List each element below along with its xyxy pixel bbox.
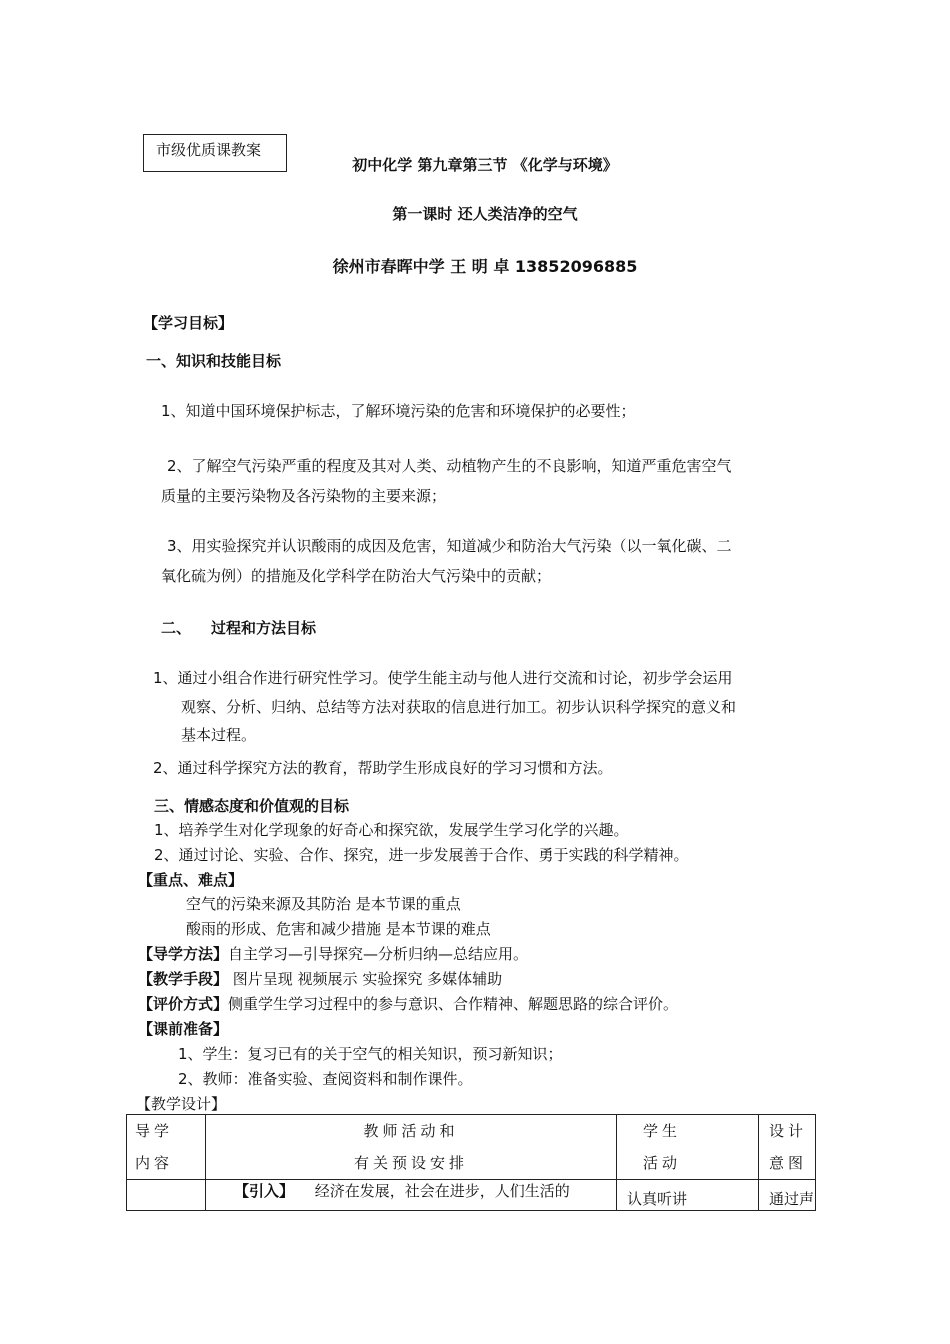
key-points-label: 【重点、难点】: [138, 871, 244, 889]
header-student-activity: 学生 活动: [617, 1115, 759, 1180]
page-title: 初中化学 第九章第三节 《化学与环境》: [352, 156, 618, 174]
knowledge-item-1: 1、知道中国环境保护标志，了解环境污染的危害和环境保护的必要性；: [161, 402, 636, 420]
row-design-intent: 通过声: [759, 1180, 816, 1211]
process-item-1-line3: 基本过程。: [181, 726, 257, 744]
attitude-item-1: 1、培养学生对化学现象的好奇心和探究欲，发展学生学习化学的兴趣。: [154, 821, 629, 839]
intro-label: 【引入】: [234, 1182, 295, 1200]
knowledge-item-2-line1: 2、了解空气污染严重的程度及其对人类、动植物产生的不良影响，知道严重危害空气: [167, 457, 732, 475]
row-teacher-activity: [206, 1180, 617, 1211]
evaluation-line: [138, 993, 678, 1014]
intro-text: 经济在发展，社会在进步，人们生活的: [314, 1182, 570, 1200]
preparation-label: 【课前准备】: [138, 1020, 229, 1038]
preparation-teacher: 2、教师：准备实验、查阅资料和制作课件。: [178, 1070, 473, 1088]
header-design-intent: 设计 意图: [759, 1115, 816, 1180]
means-label: 【教学手段】: [138, 970, 229, 988]
process-heading-number: 二、: [161, 619, 192, 637]
attitude-heading: 三、情感态度和价值观的目标: [154, 797, 350, 815]
process-item-1-line2: 观察、分析、归纳、总结等方法对获取的信息进行加工。初步认识科学探究的意义和: [181, 698, 737, 716]
evaluation-label: 【评价方式】: [138, 995, 229, 1013]
objectives-heading: 【学习目标】: [143, 314, 234, 332]
knowledge-item-2-line2: 质量的主要污染物及各污染物的主要来源；: [161, 487, 447, 505]
process-item-1-line1: 1、通过小组合作进行研究性学习。使学生能主动与他人进行交流和讨论，初步学会运用: [153, 669, 733, 687]
author-line: 徐州市春晖中学 王 明 卓 13852096885: [332, 257, 638, 276]
key-point-line: 空气的污染来源及其防治 是本节课的重点: [186, 895, 461, 913]
difficult-point-line: 酸雨的形成、危害和减少措施 是本节课的难点: [186, 920, 491, 938]
row-guide-content: [127, 1180, 206, 1211]
teaching-design-table: [126, 1114, 816, 1211]
means-text: 图片呈现 视频展示 实验探究 多媒体辅助: [228, 970, 503, 988]
process-item-2: 2、通过科学探究方法的教育，帮助学生形成良好的学习习惯和方法。: [153, 759, 613, 777]
method-line: [138, 943, 528, 964]
evaluation-text: 侧重学生学习过程中的参与意识、合作精神、解题思路的综合评价。: [228, 995, 679, 1013]
header-teacher-activity: 教师活动和 有关预设安排: [206, 1115, 617, 1180]
attitude-item-2: 2、通过讨论、实验、合作、探究，进一步发展善于合作、勇于实践的科学精神。: [154, 846, 689, 864]
badge-text: 市级优质课教案: [156, 141, 262, 159]
method-text: 自主学习—引导探究—分析归纳—总结应用。: [228, 945, 529, 963]
preparation-student: 1、学生：复习已有的关于空气的相关知识，预习新知识；: [178, 1045, 563, 1063]
page-subtitle: 第一课时 还人类洁净的空气: [392, 205, 578, 223]
header-guide-content: 导学 内容: [127, 1115, 206, 1180]
means-line: [138, 968, 502, 989]
table-row: [127, 1180, 816, 1211]
table-header-row: [127, 1115, 816, 1180]
knowledge-heading: 一、知识和技能目标: [146, 352, 282, 370]
knowledge-item-3-line1: 3、用实验探究并认识酸雨的成因及危害，知道减少和防治大气污染（以一氧化碳、二: [167, 537, 732, 555]
row-student-activity: 认真听讲: [617, 1180, 759, 1211]
method-label: 【导学方法】: [138, 945, 229, 963]
design-label: 【教学设计】: [136, 1095, 227, 1113]
knowledge-item-3-line2: 氧化硫为例）的措施及化学科学在防治大气污染中的贡献；: [161, 567, 552, 585]
process-heading: 过程和方法目标: [211, 619, 317, 637]
